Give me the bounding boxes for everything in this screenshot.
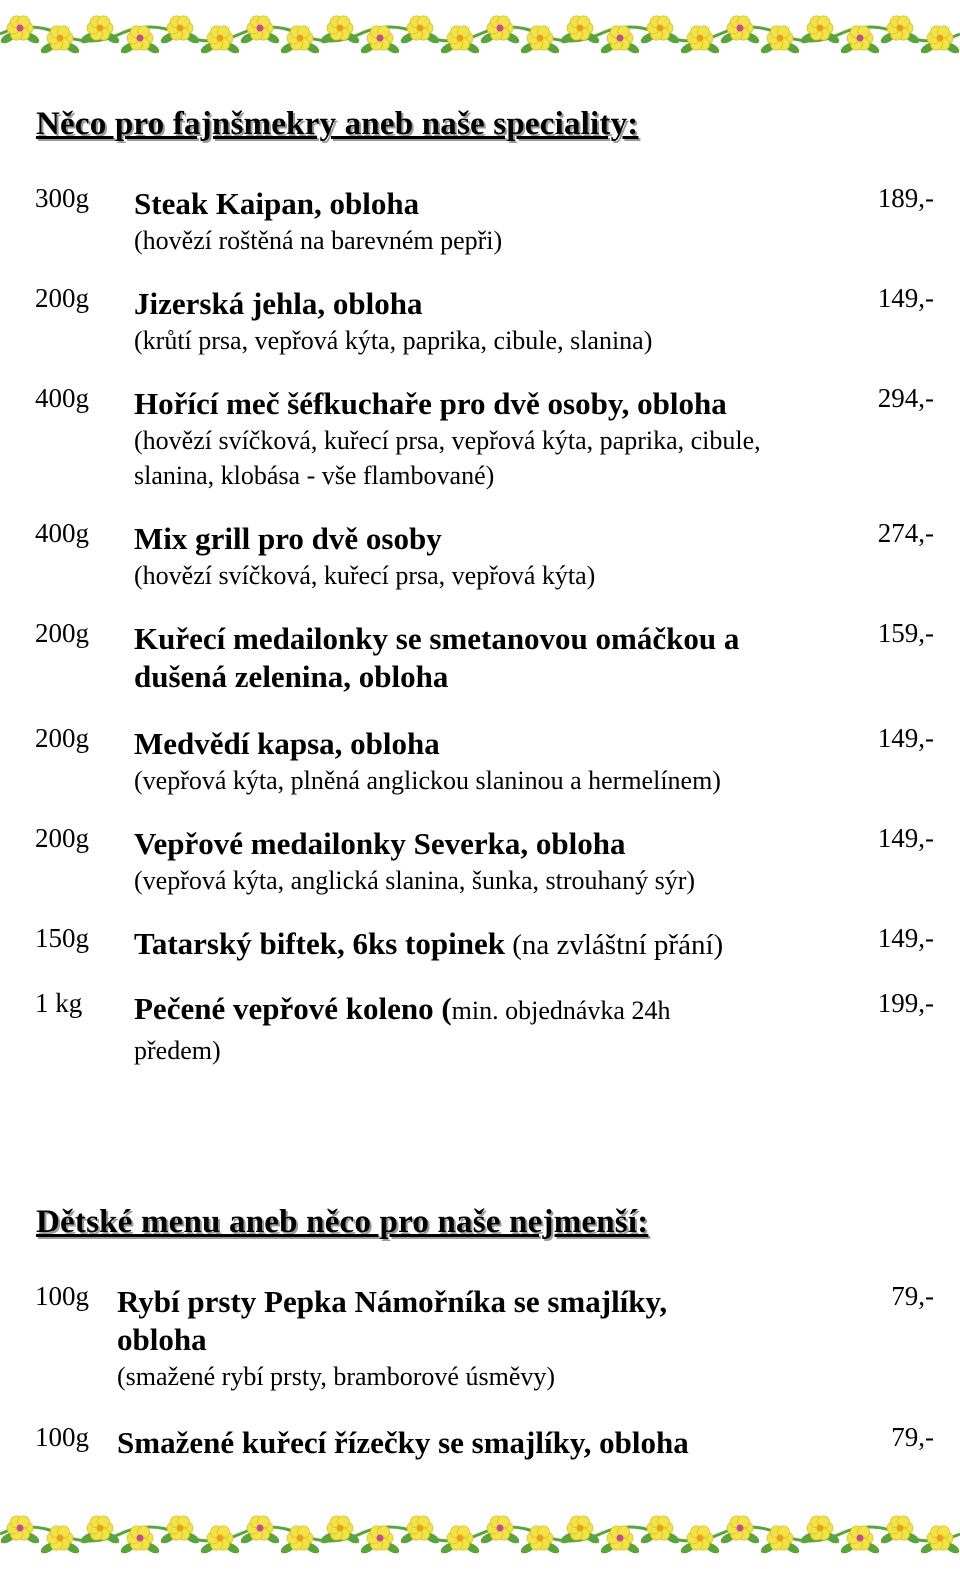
item-name: Hořící meč šéfkuchaře pro dvě osoby, obloha	[134, 386, 727, 421]
item-name: Medvědí kapsa, obloha	[134, 726, 440, 761]
item-name: Smažené kuřecí řízečky se smajlíky, obloha	[117, 1425, 689, 1460]
flower-icon	[159, 1516, 201, 1546]
item-description: (vepřová kýta, anglická slanina, šunka, strouhaný sýr)	[134, 866, 696, 895]
item-weight: 400g	[35, 383, 89, 413]
item-weight: 300g	[35, 183, 89, 213]
item-name: Kuřecí medailonky se smetanovou omáčkou a dušená zelenina, obloha	[134, 621, 740, 694]
flower-icon	[879, 1516, 921, 1546]
item-weight: 400g	[35, 518, 89, 548]
item-price: 274,-	[877, 518, 934, 548]
item-price: 149,-	[877, 823, 934, 853]
flower-border-icon	[0, 1500, 960, 1564]
flower-border-bottom	[0, 1500, 960, 1564]
flower-icon	[639, 1516, 681, 1546]
flower-icon	[159, 16, 201, 46]
item-weight: 1 kg	[35, 988, 83, 1018]
item-weight: 200g	[35, 823, 89, 853]
flower-icon	[879, 16, 921, 46]
item-name: Tatarský biftek, 6ks topinek	[134, 926, 505, 961]
item-description: (krůtí prsa, vepřová kýta, paprika, cibule, slanina)	[134, 326, 653, 355]
item-price: 199,-	[877, 988, 934, 1018]
item-price: 149,-	[877, 283, 934, 313]
item-weight: 100g	[35, 1281, 89, 1311]
item-note: min. objednávka 24h předem)	[134, 996, 671, 1065]
kids-menu-heading: Dětské menu aneb něco pro naše nejmenší:	[36, 1204, 649, 1240]
flower-icon	[399, 1516, 441, 1546]
flower-border-icon	[0, 0, 960, 64]
item-note: (na zvláštní přání)	[504, 929, 724, 961]
item-price: 159,-	[877, 618, 934, 648]
item-description: (vepřová kýta, plněná anglickou slaninou a hermelínem)	[134, 766, 721, 795]
specialties-heading: Něco pro fajnšmekry aneb naše speciality:	[36, 106, 639, 142]
item-price: 149,-	[877, 723, 934, 753]
item-description: (hovězí svíčková, kuřecí prsa, vepřová kýta)	[134, 561, 596, 590]
item-price: 294,-	[877, 383, 934, 413]
item-price: 149,-	[877, 923, 934, 953]
item-price: 79,-	[891, 1281, 934, 1311]
item-weight: 100g	[35, 1422, 89, 1452]
item-description: (smažené rybí prsty, bramborové úsměvy)	[117, 1362, 556, 1391]
item-name: Rybí prsty Pepka Námořníka se smajlíky, obloha	[117, 1284, 668, 1357]
item-name: Vepřové medailonky Severka, obloha	[134, 826, 626, 861]
item-name: Steak Kaipan, obloha	[134, 186, 420, 221]
item-name: Pečené vepřové koleno	[134, 991, 434, 1026]
item-name: Mix grill pro dvě osoby	[134, 521, 442, 556]
item-description: (hovězí svíčková, kuřecí prsa, vepřová kýta, paprika, cibule, slanina, klobása - vše flambované)	[134, 426, 761, 490]
item-note-bracket: (	[433, 991, 452, 1026]
flower-icon	[399, 16, 441, 46]
flower-icon	[639, 16, 681, 46]
item-price: 189,-	[877, 183, 934, 213]
item-description: (hovězí roštěná na barevném pepři)	[134, 226, 503, 255]
item-price: 79,-	[891, 1422, 934, 1452]
item-weight: 200g	[35, 283, 89, 313]
item-name: Jizerská jehla, obloha	[134, 286, 423, 321]
item-weight: 200g	[35, 723, 89, 753]
item-weight: 150g	[35, 923, 89, 953]
flower-border-top	[0, 0, 960, 64]
item-weight: 200g	[35, 618, 89, 648]
